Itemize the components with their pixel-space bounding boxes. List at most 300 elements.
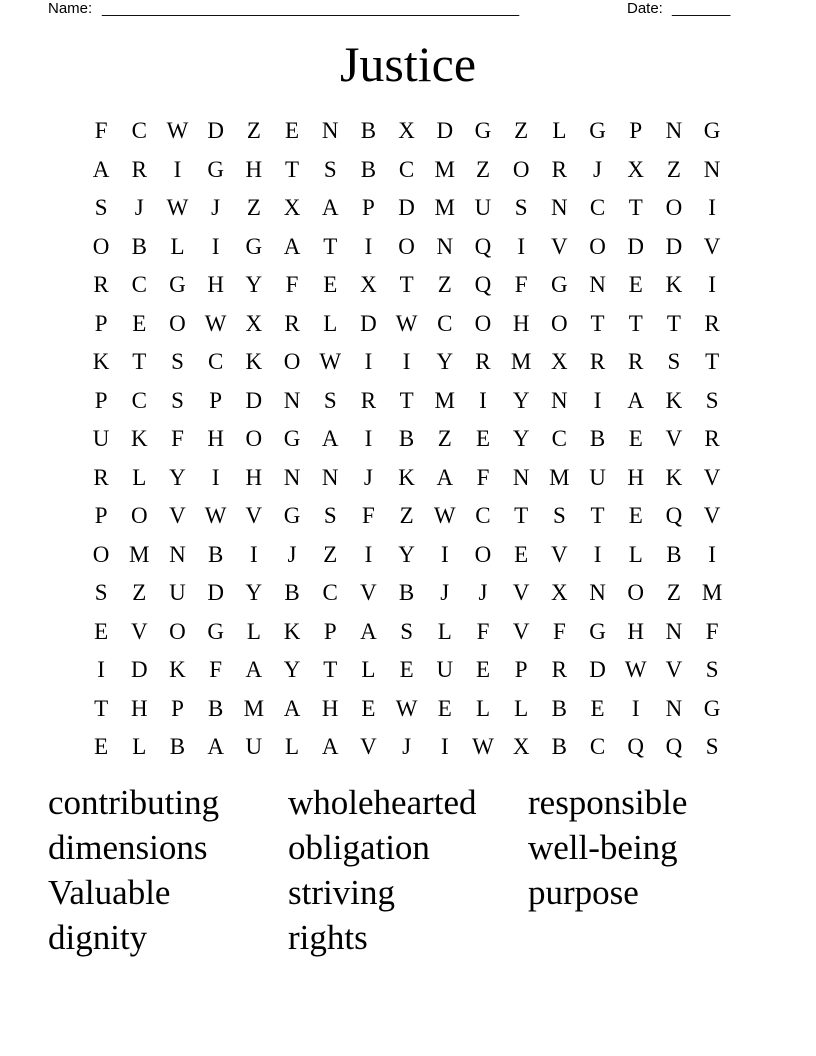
grid-letter: X — [551, 580, 568, 606]
grid-letter: P — [94, 310, 108, 336]
word-list-item: responsible — [528, 783, 688, 822]
grid-letter: Z — [437, 426, 452, 452]
grid-letter: P — [323, 618, 337, 644]
grid-letter: D — [130, 657, 148, 683]
grid-row — [82, 651, 731, 690]
grid-letter: L — [170, 233, 185, 259]
grid-letter: A — [245, 657, 263, 683]
grid-letter: T — [628, 310, 643, 336]
grid-letter: Q — [665, 734, 683, 760]
grid-letter: N — [589, 580, 606, 606]
grid-letter: E — [399, 657, 414, 683]
grid-letter: W — [204, 310, 227, 336]
grid-letter: M — [510, 349, 532, 375]
grid-letter: S — [323, 387, 337, 413]
grid-letter: M — [549, 464, 570, 490]
grid-letter: Y — [283, 657, 301, 683]
grid-letter: F — [552, 618, 566, 644]
grid-letter: Z — [246, 118, 261, 144]
grid-letter: T — [628, 195, 643, 221]
grid-letter: B — [589, 426, 606, 452]
grid-letter: O — [665, 195, 683, 221]
grid-letter: M — [434, 195, 455, 221]
grid-letter: S — [705, 387, 719, 413]
grid-letter: W — [395, 695, 418, 721]
grid-letter: G — [283, 503, 301, 529]
grid-letter: U — [92, 426, 110, 452]
grid-letter: T — [94, 695, 109, 721]
grid-letter: U — [245, 734, 263, 760]
grid-letter: A — [321, 195, 339, 221]
name-blank[interactable]: __________________________________________________ — [102, 0, 520, 17]
grid-letter: N — [512, 464, 530, 490]
grid-letter: V — [360, 734, 377, 760]
grid-letter: I — [402, 349, 411, 375]
grid-letter: Z — [437, 272, 452, 298]
grid-letter: K — [283, 618, 301, 644]
grid-letter: G — [589, 618, 606, 644]
grid-letter: E — [437, 695, 452, 721]
grid-letter: E — [628, 272, 643, 298]
grid-letter: L — [132, 464, 147, 490]
grid-letter: Q — [627, 734, 645, 760]
grid-letter: H — [245, 464, 263, 490]
grid-letter: P — [514, 657, 528, 683]
grid-letter: I — [708, 195, 716, 221]
grid-letter: F — [514, 272, 528, 298]
grid-letter: Q — [665, 503, 683, 529]
grid-letter: B — [398, 426, 415, 452]
grid-letter: G — [207, 618, 224, 644]
grid-letter: Z — [323, 541, 338, 567]
grid-letter: N — [321, 118, 339, 144]
word-list — [48, 780, 768, 960]
grid-row — [82, 497, 731, 536]
grid-letter: D — [207, 580, 224, 606]
grid-letter: P — [209, 387, 223, 413]
grid-letter: I — [364, 426, 373, 452]
grid-letter: O — [245, 426, 263, 452]
grid-letter: T — [323, 657, 338, 683]
grid-letter: B — [360, 156, 377, 182]
grid-letter: I — [211, 464, 220, 490]
word-list-item: purpose — [528, 873, 639, 912]
grid-letter: C — [131, 272, 147, 298]
grid-row — [82, 266, 731, 305]
grid-letter: R — [704, 310, 720, 336]
grid-letter: E — [94, 734, 109, 760]
grid-letter: N — [665, 695, 683, 721]
grid-letter: N — [551, 387, 568, 413]
grid-letter: R — [284, 310, 300, 336]
grid-letter: N — [665, 118, 683, 144]
grid-letter: M — [129, 541, 150, 567]
grid-letter: V — [665, 426, 683, 452]
grid-letter: F — [476, 464, 490, 490]
grid-letter: C — [475, 503, 491, 529]
grid-letter: V — [512, 618, 530, 644]
grid-letter: S — [705, 734, 719, 760]
grid-letter: I — [211, 233, 220, 259]
grid-letter: I — [250, 541, 258, 567]
grid-letter: H — [207, 272, 224, 298]
grid-letter: I — [440, 541, 449, 567]
name-label: Name: — [48, 0, 97, 17]
grid-letter: B — [207, 695, 224, 721]
grid-letter: F — [171, 426, 184, 452]
grid-letter: J — [440, 580, 450, 606]
grid-letter: U — [169, 580, 186, 606]
grid-row — [82, 613, 731, 652]
grid-letter: C — [131, 387, 147, 413]
grid-row — [82, 690, 731, 729]
grid-letter: B — [131, 233, 147, 259]
grid-letter: S — [171, 349, 184, 375]
grid-letter: C — [589, 195, 606, 221]
grid-letter: W — [166, 195, 189, 221]
letter-grid — [82, 112, 731, 767]
grid-letter: S — [171, 387, 184, 413]
grid-letter: J — [211, 195, 221, 221]
grid-letter: T — [323, 233, 338, 259]
grid-letter: K — [665, 464, 683, 490]
grid-letter: Z — [246, 195, 261, 221]
grid-letter: L — [552, 118, 567, 144]
grid-letter: H — [130, 695, 148, 721]
grid-letter: R — [551, 156, 568, 182]
grid-letter: S — [94, 580, 108, 606]
grid-letter: V — [169, 503, 186, 529]
grid-letter: O — [283, 349, 301, 375]
grid-letter: O — [169, 310, 186, 336]
grid-row — [82, 728, 731, 767]
grid-letter: V — [360, 580, 377, 606]
grid-row — [82, 305, 731, 344]
grid-row — [82, 382, 731, 421]
grid-letter: E — [361, 695, 376, 721]
grid-letter: J — [593, 156, 602, 182]
grid-letter: O — [474, 541, 492, 567]
grid-letter: C — [322, 580, 338, 606]
grid-letter: N — [321, 464, 339, 490]
grid-letter: M — [434, 156, 455, 182]
grid-letter: X — [627, 156, 645, 182]
grid-letter: K — [169, 657, 186, 683]
grid-letter: T — [399, 387, 414, 413]
grid-letter: O — [169, 618, 186, 644]
grid-letter: E — [628, 426, 643, 452]
grid-row — [82, 151, 731, 190]
grid-letter: T — [705, 349, 720, 375]
grid-letter: R — [360, 387, 377, 413]
grid-letter: I — [479, 387, 487, 413]
grid-letter: S — [514, 195, 528, 221]
grid-letter: Q — [474, 233, 492, 259]
grid-letter: A — [283, 233, 301, 259]
grid-letter: L — [323, 310, 338, 336]
grid-letter: K — [665, 272, 683, 298]
grid-letter: U — [474, 195, 492, 221]
grid-letter: G — [283, 426, 301, 452]
grid-letter: D — [207, 118, 224, 144]
grid-letter: E — [323, 272, 338, 298]
grid-letter: R — [131, 156, 147, 182]
grid-letter: N — [169, 541, 186, 567]
grid-letter: K — [92, 349, 110, 375]
grid-letter: S — [552, 503, 566, 529]
grid-letter: E — [590, 695, 605, 721]
grid-letter: P — [629, 118, 643, 144]
grid-letter: O — [627, 580, 645, 606]
grid-letter: W — [472, 734, 494, 760]
grid-letter: A — [321, 734, 339, 760]
grid-letter: V — [703, 464, 721, 490]
grid-letter: V — [703, 233, 721, 259]
grid-letter: M — [434, 387, 455, 413]
grid-letter: R — [93, 464, 109, 490]
grid-letter: L — [246, 618, 261, 644]
grid-row — [82, 459, 731, 498]
grid-letter: S — [667, 349, 681, 375]
grid-letter: D — [245, 387, 263, 413]
grid-letter: U — [589, 464, 606, 490]
grid-letter: P — [362, 195, 375, 221]
grid-letter: W — [166, 118, 189, 144]
grid-letter: B — [666, 541, 682, 567]
grid-letter: O — [474, 310, 492, 336]
grid-letter: L — [514, 695, 529, 721]
grid-letter: D — [627, 233, 645, 259]
grid-letter: G — [474, 118, 492, 144]
grid-letter: C — [131, 118, 147, 144]
grid-letter: L — [437, 618, 452, 644]
grid-letter: G — [703, 118, 721, 144]
grid-letter: N — [589, 272, 606, 298]
grid-letter: C — [551, 426, 568, 452]
grid-letter: A — [360, 618, 377, 644]
grid-letter: Y — [245, 272, 263, 298]
grid-letter: V — [512, 580, 530, 606]
grid-letter: X — [360, 272, 377, 298]
grid-letter: Y — [512, 426, 530, 452]
grid-letter: B — [551, 695, 568, 721]
grid-letter: S — [705, 657, 719, 683]
grid-letter: O — [92, 541, 110, 567]
grid-letter: I — [631, 695, 640, 721]
grid-letter: A — [627, 387, 645, 413]
grid-letter: T — [285, 156, 300, 182]
grid-letter: Y — [398, 541, 415, 567]
grid-letter: A — [207, 734, 224, 760]
grid-letter: V — [245, 503, 263, 529]
grid-letter: I — [364, 233, 373, 259]
grid-letter: F — [209, 657, 223, 683]
grid-letter: T — [399, 272, 414, 298]
grid-letter: K — [130, 426, 148, 452]
grid-letter: S — [323, 503, 337, 529]
grid-letter: F — [705, 618, 719, 644]
grid-letter: Z — [399, 503, 414, 529]
grid-letter: F — [94, 118, 108, 144]
grid-letter: Z — [514, 118, 529, 144]
grid-letter: I — [173, 156, 182, 182]
grid-letter: R — [589, 349, 606, 375]
grid-letter: C — [207, 349, 224, 375]
grid-letter: D — [360, 310, 377, 336]
grid-row — [82, 343, 731, 382]
grid-letter: C — [398, 156, 415, 182]
word-list-item: well-being — [528, 828, 678, 867]
date-blank[interactable]: _______ — [672, 0, 731, 17]
grid-letter: K — [665, 387, 683, 413]
grid-letter: Z — [666, 580, 681, 606]
grid-letter: Y — [436, 349, 454, 375]
grid-letter: G — [589, 118, 606, 144]
grid-letter: I — [593, 541, 602, 567]
grid-letter: S — [323, 156, 337, 182]
word-list-item: Valuable — [48, 873, 171, 912]
grid-letter: S — [400, 618, 413, 644]
grid-letter: X — [245, 310, 263, 336]
grid-letter: E — [475, 657, 490, 683]
grid-letter: Y — [512, 387, 530, 413]
grid-letter: P — [94, 387, 108, 413]
grid-letter: H — [512, 310, 530, 336]
grid-letter: R — [475, 349, 491, 375]
header — [48, 0, 748, 20]
grid-letter: Z — [666, 156, 681, 182]
grid-letter: B — [284, 580, 300, 606]
word-list-item: obligation — [288, 828, 430, 867]
grid-letter: G — [207, 156, 224, 182]
word-list-item: striving — [288, 873, 395, 912]
grid-letter: G — [245, 233, 263, 259]
grid-letter: H — [207, 426, 224, 452]
grid-letter: X — [551, 349, 568, 375]
grid-letter: C — [437, 310, 453, 336]
grid-row — [82, 228, 731, 267]
grid-letter: F — [285, 272, 299, 298]
grid-letter: J — [287, 541, 297, 567]
grid-letter: H — [245, 156, 263, 182]
grid-letter: V — [130, 618, 148, 644]
grid-letter: O — [551, 310, 568, 336]
grid-letter: P — [171, 695, 184, 721]
grid-letter: J — [363, 464, 373, 490]
grid-letter: Z — [132, 580, 147, 606]
grid-letter: K — [245, 349, 263, 375]
grid-letter: T — [514, 503, 529, 529]
grid-letter: V — [665, 657, 683, 683]
grid-letter: X — [398, 118, 415, 144]
grid-letter: C — [589, 734, 606, 760]
grid-letter: I — [517, 233, 525, 259]
grid-letter: Y — [245, 580, 263, 606]
grid-letter: W — [433, 503, 456, 529]
grid-letter: N — [283, 464, 301, 490]
grid-letter: I — [593, 387, 602, 413]
grid-letter: E — [514, 541, 529, 567]
grid-letter: Z — [475, 156, 490, 182]
grid-letter: N — [436, 233, 454, 259]
grid-letter: Q — [474, 272, 492, 298]
grid-letter: A — [321, 426, 339, 452]
grid-letter: B — [398, 580, 415, 606]
page-title: Justice — [339, 36, 477, 92]
grid-letter: W — [395, 310, 418, 336]
grid-letter: F — [476, 618, 490, 644]
grid-letter: W — [624, 657, 647, 683]
grid-letter: F — [362, 503, 375, 529]
grid-letter: A — [436, 464, 454, 490]
grid-letter: L — [628, 541, 643, 567]
grid-letter: G — [551, 272, 568, 298]
grid-letter: D — [398, 195, 415, 221]
grid-letter: Y — [169, 464, 186, 490]
grid-letter: I — [97, 657, 105, 683]
grid-letter: W — [204, 503, 227, 529]
grid-letter: D — [665, 233, 683, 259]
grid-letter: T — [590, 503, 605, 529]
grid-letter: H — [627, 618, 645, 644]
grid-letter: O — [398, 233, 415, 259]
grid-letter: O — [130, 503, 148, 529]
grid-letter: G — [169, 272, 186, 298]
word-list-item: dignity — [48, 918, 148, 957]
grid-letter: E — [475, 426, 490, 452]
grid-letter: A — [283, 695, 301, 721]
grid-letter: B — [207, 541, 224, 567]
grid-letter: E — [132, 310, 147, 336]
grid-letter: K — [398, 464, 415, 490]
grid-letter: R — [93, 272, 109, 298]
grid-letter: I — [364, 349, 373, 375]
grid-letter: I — [440, 734, 449, 760]
grid-letter: M — [701, 580, 723, 606]
grid-letter: T — [666, 310, 681, 336]
grid-letter: J — [478, 580, 488, 606]
grid-row — [82, 189, 731, 228]
grid-letter: J — [134, 195, 144, 221]
grid-letter: E — [285, 118, 300, 144]
grid-letter: R — [704, 426, 720, 452]
grid-letter: D — [436, 118, 454, 144]
grid-letter: N — [703, 156, 721, 182]
grid-letter: O — [512, 156, 530, 182]
grid-letter: B — [551, 734, 568, 760]
grid-row — [82, 420, 731, 459]
grid-letter: V — [551, 541, 568, 567]
grid-letter: W — [319, 349, 342, 375]
grid-letter: R — [628, 349, 644, 375]
word-list-item: rights — [288, 918, 368, 957]
grid-row — [82, 536, 731, 575]
grid-letter: O — [589, 233, 606, 259]
grid-letter: L — [475, 695, 490, 721]
grid-letter: A — [92, 156, 110, 182]
grid-letter: X — [283, 195, 301, 221]
grid-letter: R — [551, 657, 568, 683]
grid-letter: T — [590, 310, 605, 336]
grid-letter: M — [243, 695, 265, 721]
grid-letter: V — [551, 233, 568, 259]
word-list-item: contributing — [48, 783, 220, 822]
grid-letter: B — [360, 118, 377, 144]
grid-letter: D — [589, 657, 606, 683]
grid-letter: L — [361, 657, 376, 683]
grid-letter: I — [708, 272, 716, 298]
grid-letter: P — [94, 503, 108, 529]
